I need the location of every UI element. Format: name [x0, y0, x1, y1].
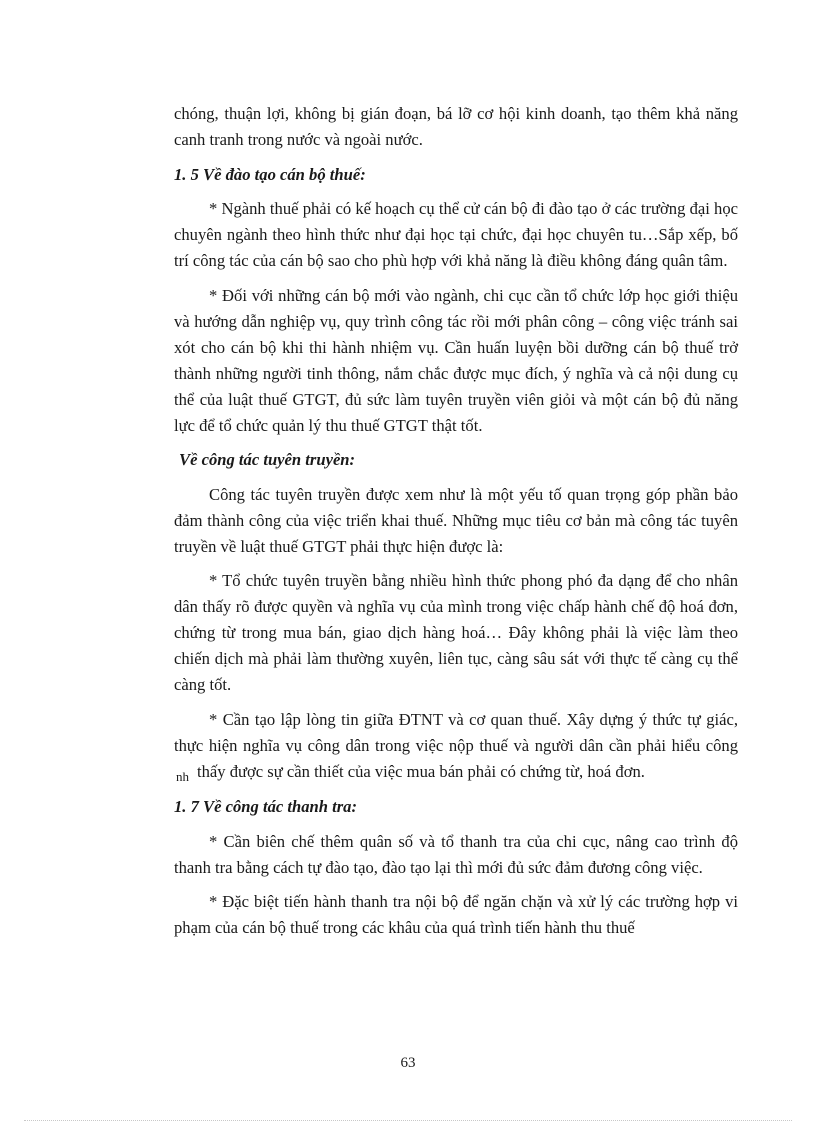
section-heading-training: 1. 5 Về đào tạo cán bộ thuế: — [174, 164, 366, 184]
trust-subscript: nh — [176, 768, 189, 784]
paragraph-training-plan: * Ngành thuế phải có kế hoạch cụ thể cử cán bộ đi đào tạo ở các trường đại học chuyên ngành theo hình thức như đại học tại chức, đại học chuyên tu…Sắp xếp, bố trí công tác của cán bộ sao cho phù hợp với khả năng là điều không đáng quân tâm. — [174, 199, 738, 270]
trust-text-before: * Cần tạo lập lòng tin giữa ĐTNT và cơ quan thuế. Xây dựng ý thức tự giác, thực hiện nghĩa vụ công dân trong việc nộp thuế và người dân cần phải hiểu công — [174, 709, 738, 755]
paragraph-propaganda-intro: Công tác tuyên truyền được xem như là một yếu tố quan trọng góp phần bảo đảm thành công của việc triển khai thuế. Những mục tiêu cơ bản mà công tác tuyên truyền về luật thuế GTGT phải thực hiện được là: — [174, 484, 738, 556]
paragraph-inspection-staff: * Cần biên chế thêm quân số và tổ thanh tra của chi cục, nâng cao trình độ thanh tra bằng cách tự đào tạo, đào tạo lại thì mới đủ sức đảm đương công việc. — [174, 831, 738, 877]
page-number: 63 — [400, 1055, 416, 1071]
paragraph-continuation: chóng, thuận lợi, không bị gián đoạn, bá lỡ cơ hội kinh doanh, tạo thêm khả năng canh tranh trong nước và ngoài nước. — [174, 104, 738, 149]
paragraph-new-staff: * Đối với những cán bộ mới vào ngành, chi cục cần tổ chức lớp học giới thiệu và hướng dẫn nghiệp vụ, quy trình công tác rồi mới phân công – công việc tránh sai xót cho cán bộ khi thi hành nhiệm vụ. Cần huấn luyện bồi dưỡng cán bộ thuế trở thành những người tinh thông, nắm chắc được mục đích, ý nghĩa và cả nội dung cụ thể của luật thuế GTGT, đủ sức làm tuyên truyền viên giỏi và một cán bộ đủ năng lực để tổ chức quản lý thu thuế GTGT thật tốt. — [174, 285, 738, 435]
paragraph-internal-inspection: * Đặc biệt tiến hành thanh tra nội bộ để ngăn chặn và xử lý các trường hợp vi phạm của cán bộ thuế trong các khâu của quá trình tiến hành thu thuế — [174, 892, 738, 937]
page-body — [174, 101, 738, 950]
paragraph-propaganda-forms: * Tổ chức tuyên truyền bằng nhiều hình thức phong phó đa dạng để cho nhân dân thấy rõ được quyền và nghĩa vụ của mình trong việc chấp hành chế độ hoá đơn, chứng từ trong mua bán, giao dịch hàng hoá… Đây không phải là việc làm theo chiến dịch mà phải làm thường xuyên, liên tục, càng sâu sát với thực tế càng cụ thể càng tốt. — [174, 571, 738, 694]
section-heading-propaganda: Về công tác tuyên truyền: — [179, 450, 356, 469]
paragraph-trust — [174, 707, 738, 786]
section-heading-inspection: 1. 7 Về công tác thanh tra: — [174, 797, 358, 816]
footer-divider — [24, 1120, 792, 1121]
trust-text-after: thấy được sự cần thiết của việc mua bán phải có chứng từ, hoá đơn. — [197, 761, 645, 781]
